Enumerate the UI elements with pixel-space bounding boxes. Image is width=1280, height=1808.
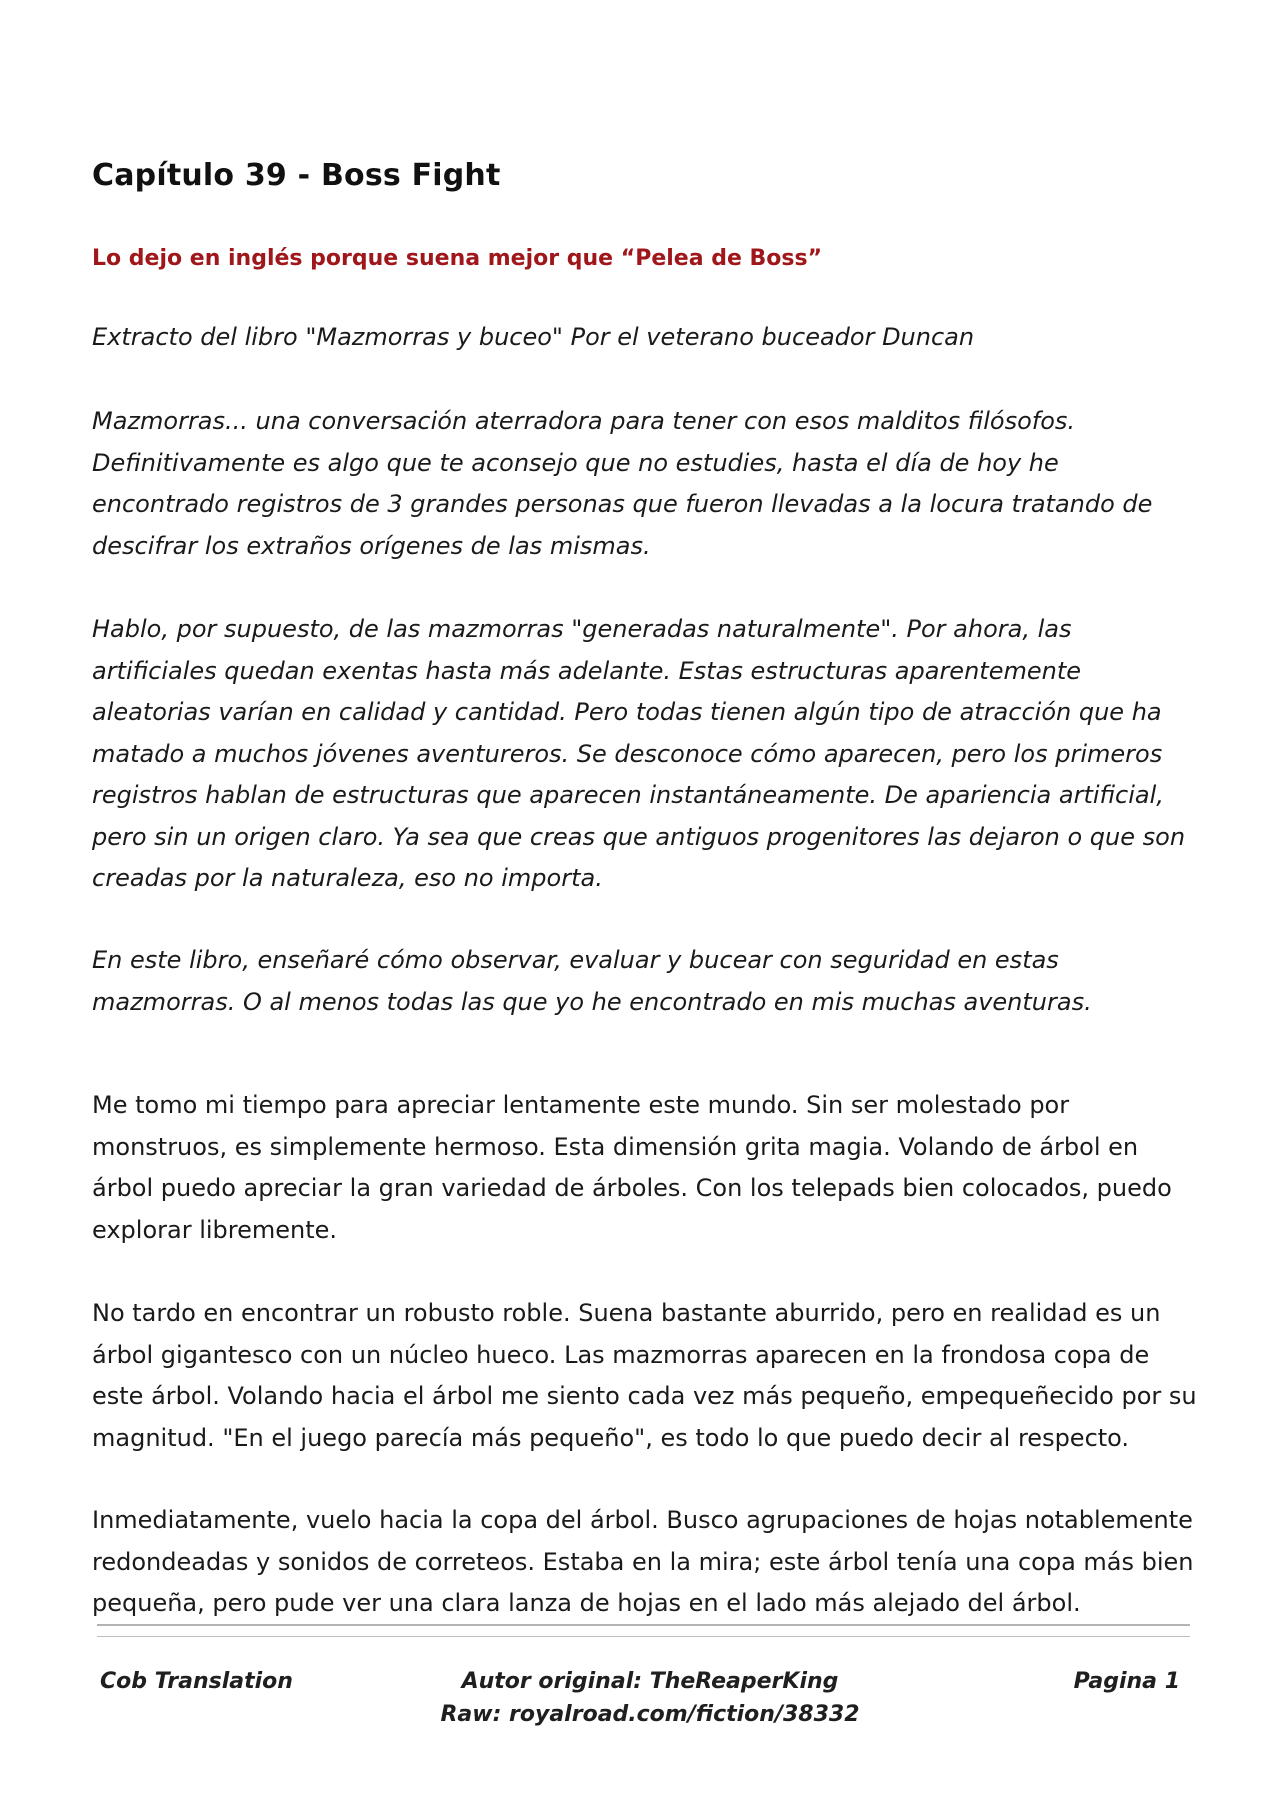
footer-translator: Cob Translation: [100, 1669, 293, 1694]
chapter-title: Capítulo 39 - Boss Fight: [92, 158, 501, 193]
body-paragraph: Inmediatamente, vuelo hacia la copa del árbol. Busco agrupaciones de hojas notablemente redondeadas y sonidos de correteos. Estaba en la mira; este árbol tenía una copa más bien pequeña, pero pude ver una clara lanza de hojas en el lado más alejado del árbol.: [92, 1506, 1194, 1617]
body-paragraph: Me tomo mi tiempo para apreciar lentamente este mundo. Sin ser molestado por monstruos, es simplemente hermoso. Esta dimensión grita magia. Volando de árbol en árbol puedo apreciar la gran variedad de árboles. Con los telepads bien colocados, puedo explorar libremente.: [92, 1091, 1172, 1244]
footer-divider-thin: [97, 1636, 1190, 1637]
footer-original-author: Autor original: TheReaperKing: [461, 1669, 839, 1694]
footer-page-number: Pagina 1: [1073, 1669, 1180, 1694]
body-paragraph: No tardo en encontrar un robusto roble. Suena bastante aburrido, pero en realidad es un árbol gigantesco con un núcleo hueco. Las mazmorras aparecen en la frondosa copa de este árbol. Volando hacia el árbol me siento cada vez más pequeño, empequeñecido por su magnitud. "En el juego parecía más pequeño", es todo lo que puedo decir al respecto.: [92, 1299, 1197, 1452]
excerpt-paragraph: En este libro, enseñaré cómo observar, evaluar y bucear con seguridad en estas mazmorras. O al menos todas las que yo he encontrado en mis muchas aventuras.: [92, 946, 1092, 1016]
excerpt-paragraph: Hablo, por supuesto, de las mazmorras "generadas naturalmente". Por ahora, las artificiales quedan exentas hasta más adelante. Estas estructuras aparentemente aleatorias varían en calidad y cantidad. Pero todas tienen algún tipo de atracción que ha matado a muchos jóvenes aventureros. Se desconoce cómo aparecen, pero los primeros registros hablan de estructuras que aparecen instantáneamente. De apariencia artificial, pero sin un origen claro. Ya sea que creas que antiguos progenitores las dejaron o que son creadas por la naturaleza, eso no importa.: [92, 615, 1186, 892]
footer-raw-source: Raw: royalroad.com/fiction/38332: [440, 1702, 860, 1727]
footer-divider: [97, 1624, 1190, 1626]
excerpt-heading: Extracto del libro "Mazmorras y buceo" Por el veterano buceador Duncan: [92, 323, 975, 351]
translator-note: Lo dejo en inglés porque suena mejor que “Pelea de Boss”: [92, 246, 823, 271]
excerpt-paragraph: Mazmorras... una conversación aterradora para tener con esos malditos filósofos. Definitivamente es algo que te aconsejo que no estudies, hasta el día de hoy he encontrado registros de 3 grandes personas que fueron llevadas a la locura tratando de descifrar los extraños orígenes de las mismas.: [92, 407, 1153, 560]
